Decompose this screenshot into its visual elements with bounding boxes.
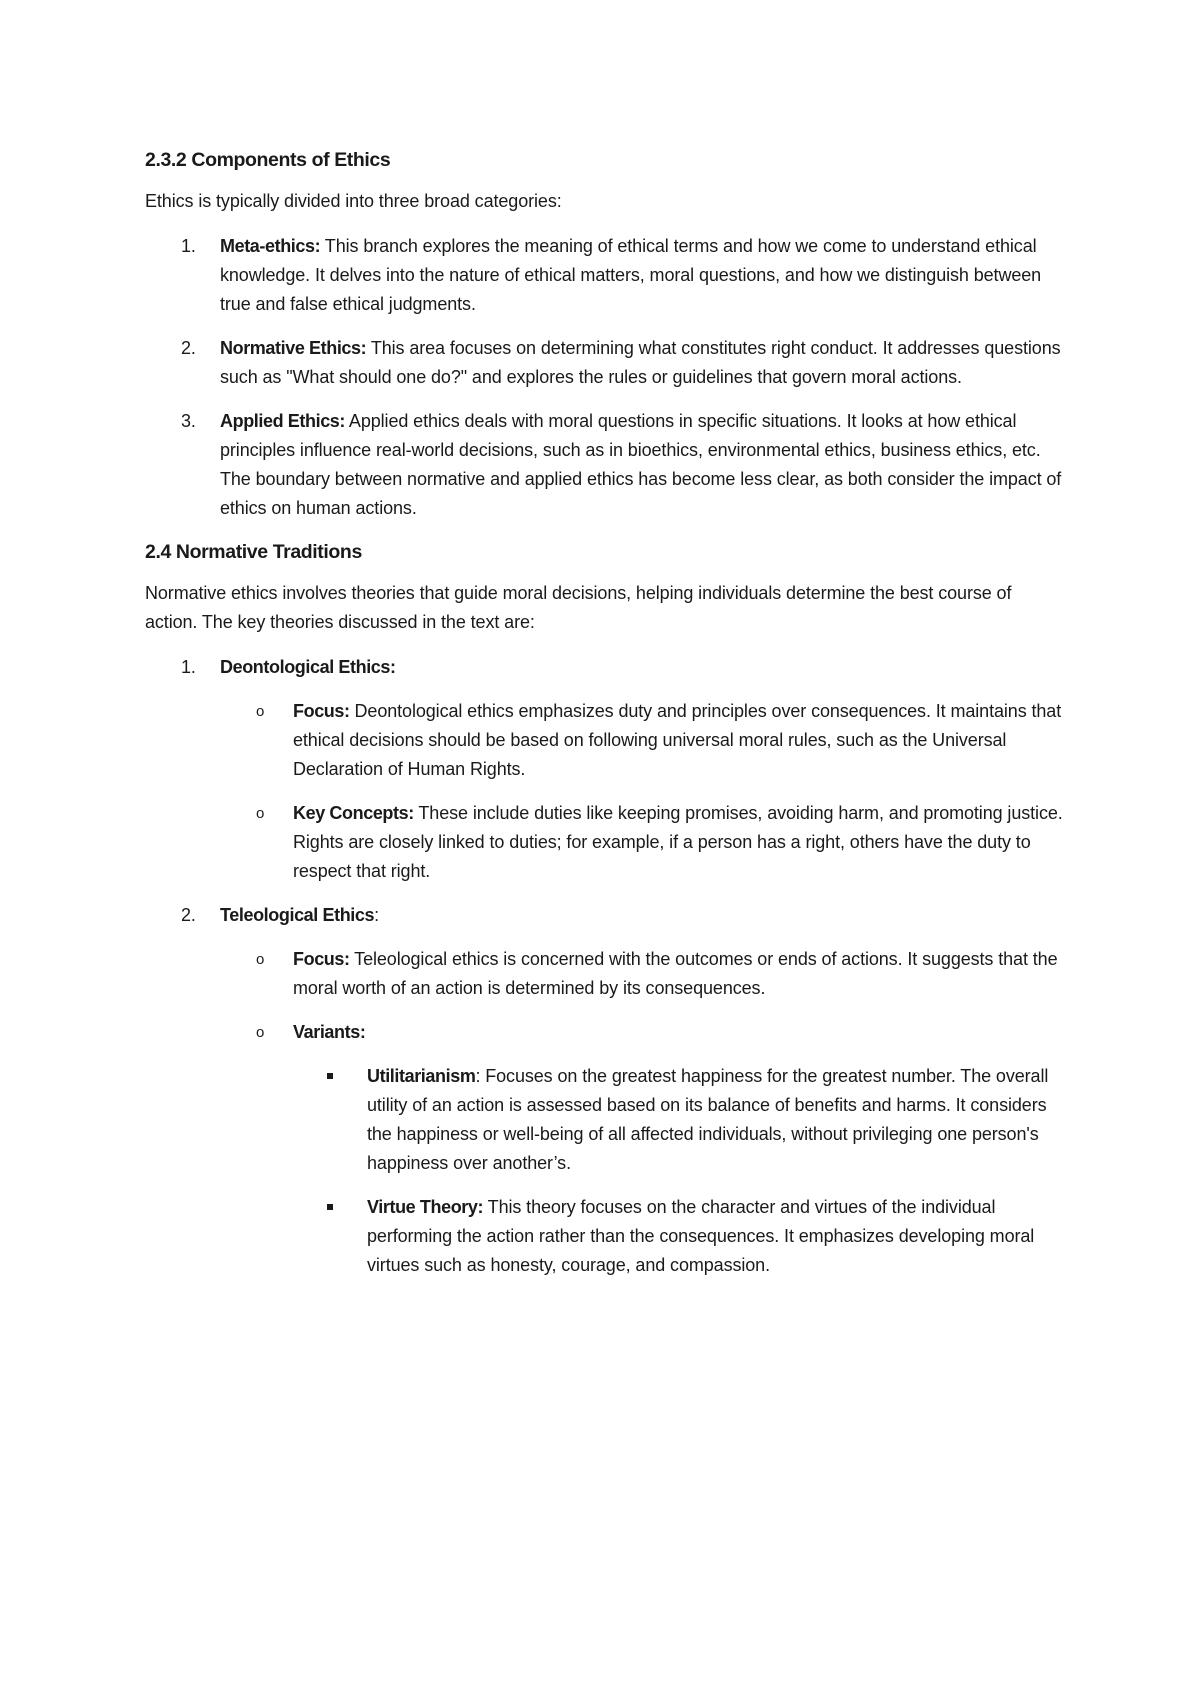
list-number: 2. (181, 905, 196, 925)
list-item-applied-ethics (145, 407, 1065, 523)
term-variants: Variants: (293, 1022, 366, 1042)
list-number: 1. (181, 657, 196, 677)
bullet-marker: o (256, 951, 265, 968)
bullet-marker: o (256, 703, 265, 720)
list-item-deontological-ethics (145, 653, 1065, 682)
sub-item-teleological-focus (145, 945, 1065, 1003)
term-key-concepts: Key Concepts: (293, 803, 414, 823)
term-focus: Focus: (293, 949, 350, 969)
description-deontological-focus: Deontological ethics emphasizes duty and principles over consequences. It maintains that ethical decisions should be based on following universal moral rules, such as the Universal Declaration of Human Rights. (293, 701, 1062, 779)
heading-components-of-ethics: 2.3.2 Components of Ethics (145, 149, 391, 171)
sub-sub-item-virtue-theory (145, 1193, 1065, 1280)
bullet-marker: o (256, 1024, 265, 1041)
list-number: 3. (181, 411, 196, 431)
term-applied-ethics: Applied Ethics: (220, 411, 346, 431)
term-normative-ethics: Normative Ethics: (220, 338, 367, 358)
term-teleological-ethics: Teleological Ethics (220, 905, 375, 925)
description-virtue-theory: This theory focuses on the character and virtues of the individual performing the action rather than the consequences. It emphasizes developing moral virtues such as honesty, courage, and compassion. (367, 1197, 1035, 1275)
description-applied-ethics: Applied ethics deals with moral questions in specific situations. It looks at how ethical principles influence real-world decisions, such as in bioethics, environmental ethics, business ethics, etc. The boundary between normative and applied ethics has become less clear, as both consider the impact of ethics on human actions. (220, 411, 1062, 518)
term-teleological-colon: : (374, 905, 380, 925)
heading-normative-traditions: 2.4 Normative Traditions (145, 541, 362, 563)
sub-item-variants (145, 1018, 1065, 1047)
term-meta-ethics: Meta-ethics: (220, 236, 321, 256)
description-normative-ethics: This area focuses on determining what constitutes right conduct. It addresses questions such as "What should one do?" and explores the rules or guidelines that govern moral actions. (220, 338, 1061, 387)
list-item-normative-ethics (145, 334, 1065, 392)
list-number: 1. (181, 236, 196, 256)
document-body (145, 146, 1065, 1295)
sub-item-deontological-focus (145, 697, 1065, 784)
square-bullet-icon (327, 1062, 333, 1091)
term-virtue-theory: Virtue Theory: (367, 1197, 484, 1217)
bullet-marker: o (256, 805, 265, 822)
list-item-meta-ethics (145, 232, 1065, 319)
description-utilitarianism: : Focuses on the greatest happiness for the greatest number. The overall utility of an action is assessed based on its balance of benefits and harms. It considers the happiness or well-being of all affected individuals, without privileging one person's happiness over another’s. (367, 1066, 1049, 1173)
intro-paragraph-normative: Normative ethics involves theories that guide moral decisions, helping individuals determine the best course of action. The key theories discussed in the text are: (145, 583, 1012, 632)
intro-paragraph-components: Ethics is typically divided into three broad categories: (145, 191, 562, 211)
description-teleological-focus: Teleological ethics is concerned with the outcomes or ends of actions. It suggests that the moral worth of an action is determined by its consequences. (293, 949, 1058, 998)
square-bullet-icon (327, 1193, 333, 1222)
description-key-concepts: These include duties like keeping promises, avoiding harm, and promoting justice. Rights are closely linked to duties; for example, if a person has a right, others have the duty to respect that right. (293, 803, 1063, 881)
term-utilitarianism: Utilitarianism (367, 1066, 476, 1086)
description-meta-ethics: This branch explores the meaning of ethical terms and how we come to understand ethical knowledge. It delves into the nature of ethical matters, moral questions, and how we distinguish between true and false ethical judgments. (220, 236, 1042, 314)
list-item-teleological-ethics (145, 901, 1065, 930)
list-number: 2. (181, 338, 196, 358)
term-deontological-ethics: Deontological Ethics: (220, 657, 396, 677)
term-focus: Focus: (293, 701, 350, 721)
sub-item-key-concepts (145, 799, 1065, 886)
sub-sub-item-utilitarianism (145, 1062, 1065, 1178)
